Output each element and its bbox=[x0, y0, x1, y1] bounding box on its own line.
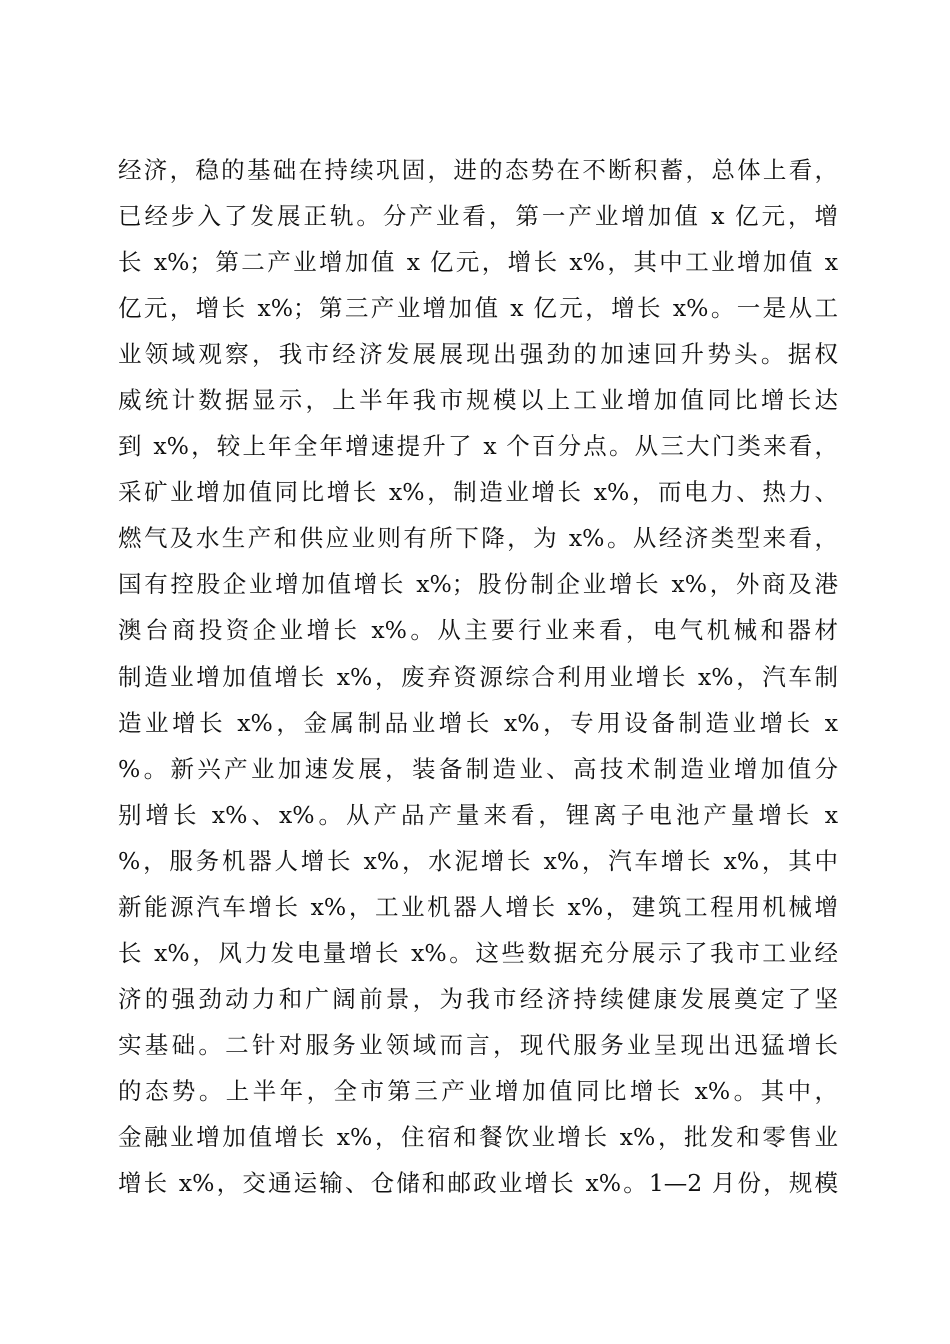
text-line: 金融业增加值增长 x%，住宿和餐饮业增长 x%，批发和零售业 bbox=[118, 1122, 838, 1151]
text-line: 的态势。上半年，全市第三产业增加值同比增长 x%。其中， bbox=[118, 1076, 838, 1105]
text-line: 亿元，增长 x%；第三产业增加值 x 亿元，增长 x%。一是从工 bbox=[118, 294, 838, 323]
text-line: 长 x%；第二产业增加值 x 亿元，增长 x%，其中工业增加值 x bbox=[118, 248, 838, 277]
text-line: %。新兴产业加速发展，装备制造业、高技术制造业增加值分 bbox=[118, 754, 838, 783]
text-line: 国有控股企业增加值增长 x%；股份制企业增长 x%，外商及港 bbox=[118, 570, 838, 599]
text-line: 实基础。二针对服务业领域而言，现代服务业呈现出迅猛增长 bbox=[118, 1030, 838, 1059]
body-text bbox=[118, 147, 838, 1206]
text-line: 到 x%，较上年全年增速提升了 x 个百分点。从三大门类来看， bbox=[118, 432, 838, 461]
text-line: 济的强劲动力和广阔前景，为我市经济持续健康发展奠定了坚 bbox=[118, 984, 838, 1013]
text-line: 采矿业增加值同比增长 x%，制造业增长 x%，而电力、热力、 bbox=[118, 478, 838, 507]
text-line: 燃气及水生产和供应业则有所下降，为 x%。从经济类型来看， bbox=[118, 524, 838, 553]
text-line: 长 x%，风力发电量增长 x%。这些数据充分展示了我市工业经 bbox=[118, 938, 838, 967]
text-line: 增长 x%，交通运输、仓储和邮政业增长 x%。1—2 月份，规模 bbox=[118, 1169, 838, 1198]
text-line: 威统计数据显示，上半年我市规模以上工业增加值同比增长达 bbox=[118, 386, 838, 415]
text-line: %，服务机器人增长 x%，水泥增长 x%，汽车增长 x%，其中 bbox=[118, 846, 838, 875]
text-line: 业领域观察，我市经济发展展现出强劲的加速回升势头。据权 bbox=[118, 340, 838, 369]
text-line: 经济，稳的基础在持续巩固，进的态势在不断积蓄，总体上看， bbox=[118, 156, 838, 184]
text-line: 造业增长 x%，金属制品业增长 x%，专用设备制造业增长 x bbox=[118, 708, 838, 737]
text-line: 别增长 x%、x%。从产品产量来看，锂离子电池产量增长 x bbox=[118, 800, 838, 829]
text-line: 制造业增加值增长 x%，废弃资源综合利用业增长 x%，汽车制 bbox=[118, 662, 838, 691]
text-line: 新能源汽车增长 x%，工业机器人增长 x%，建筑工程用机械增 bbox=[118, 892, 838, 921]
text-line: 澳台商投资企业增长 x%。从主要行业来看，电气机械和器材 bbox=[118, 616, 838, 645]
text-line: 已经步入了发展正轨。分产业看，第一产业增加值 x 亿元，增 bbox=[118, 202, 838, 231]
